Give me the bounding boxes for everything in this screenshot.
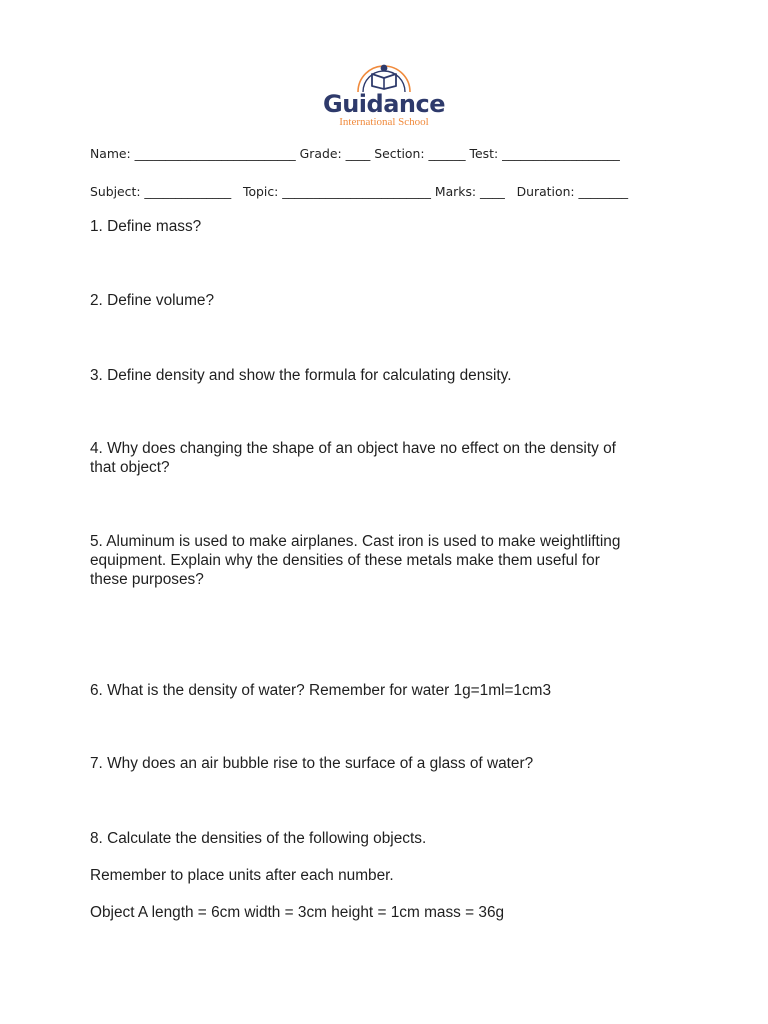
- object-a-spec: Object A length = 6cm width = 3cm height = 1cm mass = 36g: [90, 904, 505, 921]
- question-6: 6. What is the density of water? Remember for water 1g=1ml=1cm3: [90, 682, 552, 699]
- logo-subtitle: International School: [339, 116, 429, 128]
- question-5: 5. Aluminum is used to make airplanes. Cast iron is used to make weightlifting equipment. Explain why the densities of these metals make them useful for these purposes?: [90, 533, 621, 588]
- logo-emblem-icon: [316, 44, 452, 94]
- school-logo: [316, 44, 452, 130]
- test-info-line: Subject: ______________ Topic: ________________________ Marks: ____ Duration: ________: [90, 184, 629, 199]
- question-7: 7. Why does an air bubble rise to the surface of a glass of water?: [90, 755, 534, 772]
- units-reminder: Remember to place units after each number.: [90, 867, 394, 884]
- logo-wordmark: Guidance: [323, 90, 445, 118]
- question-8: 8. Calculate the densities of the following objects.: [90, 830, 427, 847]
- question-3: 3. Define density and show the formula for calculating density.: [90, 367, 512, 384]
- question-4: 4. Why does changing the shape of an object have no effect on the density of that object?: [90, 440, 616, 476]
- question-2: 2. Define volume?: [90, 292, 215, 309]
- student-info-line: Name: __________________________ Grade: ____ Section: ______ Test: ___________________: [90, 146, 620, 161]
- question-1: 1. Define mass?: [90, 218, 202, 235]
